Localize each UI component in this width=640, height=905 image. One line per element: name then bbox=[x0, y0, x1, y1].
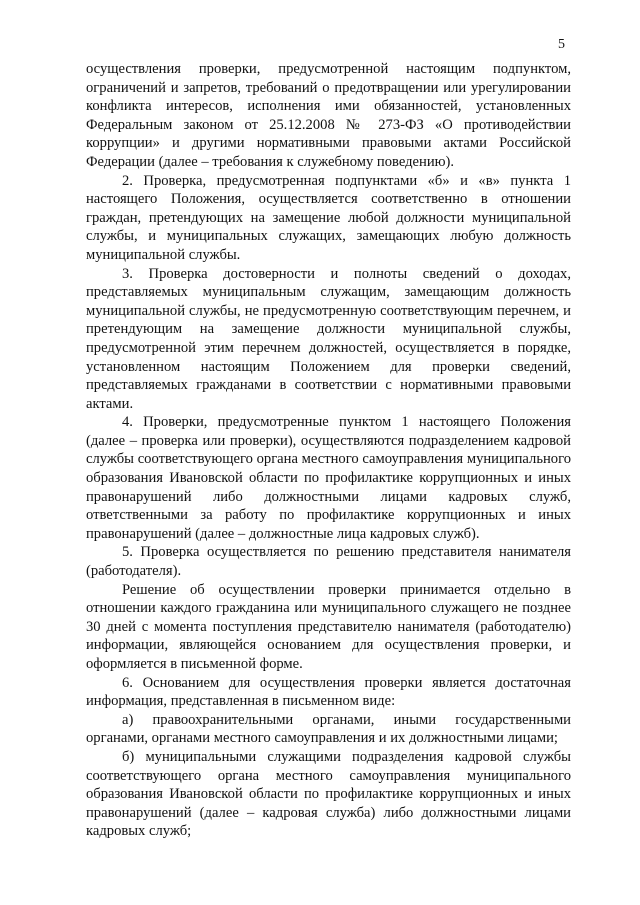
paragraph-decision: Решение об осуществлении проверки принимается отдельно в отношении каждого гражданина или муниципального служащего не позднее 30 дней с момента поступления представителю нанимателя (работодателю) информации, являющейся основанием для осуществления проверки, и оформляется в письменной форме. bbox=[86, 581, 571, 672]
paragraph-subitem-b: б) муниципальными служащими подразделения кадровой службы соответствующего органа местного самоуправления муниципального образования Ивановской области по профилактике коррупционных и иных правонарушений (далее – кадровая служба) либо должностными лицами кадровых служб; bbox=[86, 748, 571, 840]
paragraph-item-5: 5. Проверка осуществляется по решению представителя нанимателя (работодателя). bbox=[86, 544, 571, 580]
document-body bbox=[86, 60, 571, 841]
paragraph-item-4: 4. Проверки, предусмотренные пунктом 1 настоящего Положения (далее – проверка или проверки), осуществляются подразделением кадровой службы соответствующего органа местного самоуправления муниципального образования Ивановской области по профилактике коррупционных и иных правонарушений либо должностными лицами кадровых служб, ответственными за работу по профилактике коррупционных и иных правонарушений (далее – должностные лица кадровых служб). bbox=[86, 414, 571, 542]
page-number: 5 bbox=[558, 37, 565, 52]
paragraph-continuation: осуществления проверки, предусмотренной настоящим подпунктом, ограничений и запретов, требований о предотвращении или урегулировании конфликта интересов, исполнения ими обязанностей, установленных Федеральным законом от 25.12.2008 № 273-ФЗ «О противодействии коррупции» и другими нормативными правовыми актами Российской Федерации (далее – требования к служебному поведению). bbox=[86, 61, 571, 170]
paragraph-item-2: 2. Проверка, предусмотренная подпунктами «б» и «в» пункта 1 настоящего Положения, осуществляется соответственно в отношении граждан, претендующих на замещение любой должности муниципальной службы, и муниципальных служащих, замещающих любую должность муниципальной службы. bbox=[86, 172, 571, 263]
paragraph-item-3: 3. Проверка достоверности и полноты сведений о доходах, представляемых муниципальным служащим, замещающим должность муниципальной службы, не предусмотренную соответствующим перечнем, и претендующим на замещение должности муниципальной службы, предусмотренной этим перечнем должностей, осуществляется в порядке, установленном настоящим Положением для проверки сведений, представляемых гражданами в соответствии с нормативными правовыми актами. bbox=[86, 265, 571, 412]
paragraph-subitem-a: а) правоохранительными органами, иными государственными органами, органами местного самоуправления и их должностными лицами; bbox=[86, 711, 571, 747]
paragraph-item-6: 6. Основанием для осуществления проверки является достаточная информация, представленная в письменном виде: bbox=[86, 674, 571, 710]
